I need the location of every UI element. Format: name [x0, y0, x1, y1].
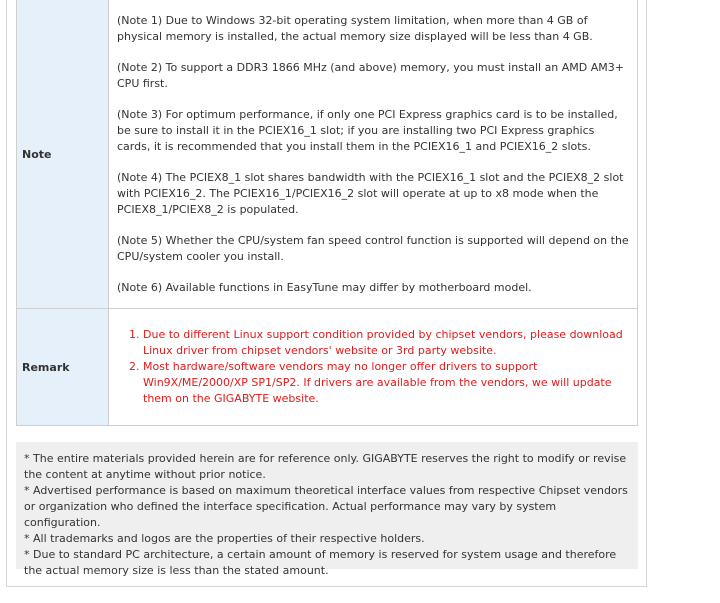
note-item-6: (Note 6) Available functions in EasyTune may differ by motherboard model. [117, 280, 532, 294]
note-item-5: (Note 5) Whether the CPU/system fan speed control function is supported will depend on the CPU/system cooler you install. [117, 233, 629, 263]
note-row [17, 0, 638, 309]
remark-row [17, 309, 638, 426]
note-item-4: (Note 4) The PCIEX8_1 slot shares bandwidth with the PCIEX16_1 slot and the PCIEX8_2 slot with PCIEX16_2. The PCIEX16_1/PCIEX16_2 slot will operate at up to x8 mode when the PCIEX8_1/PCIEX8_2 is populated. [117, 170, 624, 216]
note-item-1: (Note 1) Due to Windows 32-bit operating system limitation, when more than 4 GB of physical memory is installed, the actual memory size displayed will be less than 4 GB. [117, 13, 593, 43]
remark-label: Remark [17, 309, 109, 426]
remark-item-1: 1. Due to different Linux support condition provided by chipset vendors, please download Linux driver from chipset vendors' website or 3rd party website. [143, 327, 629, 359]
remark-item-2: 2. Most hardware/software vendors may no longer offer drivers to support Win9X/ME/2000/XP SP1/SP2. If drivers are available from the vendors, we will update them on the GIGABYTE website. [143, 359, 629, 407]
remark-list [117, 327, 629, 407]
disclaimer-line-3: * All trademarks and logos are the properties of their respective holders. [24, 532, 425, 545]
disclaimer-line-2: * Advertised performance is based on maximum theoretical interface values from respective Chipset vendors or organization who defined the interface specification. Actual performance may vary by system configuration. [24, 484, 628, 529]
disclaimer-line-1: * The entire materials provided herein are for reference only. GIGABYTE reserves the right to modify or revise the content at anytime without prior notice. [24, 452, 627, 481]
note-content [109, 0, 638, 309]
disclaimer-box [16, 442, 638, 577]
remark-content [109, 309, 638, 426]
disclaimer-line-4: * Due to standard PC architecture, a certain amount of memory is reserved for system usage and therefore the actual memory size is less than the stated amount. [24, 548, 617, 577]
spec-table [16, 0, 638, 426]
note-label: Note [17, 0, 109, 309]
note-item-2: (Note 2) To support a DDR3 1866 MHz (and above) memory, you must install an AMD AM3+ CPU first. [117, 60, 624, 90]
note-item-3: (Note 3) For optimum performance, if only one PCI Express graphics card is to be installed, be sure to install it in the PCIEX16_1 slot; if you are installing two PCI Express graphics cards, it is recommended that you install them in the PCIEX16_1 and PCIEX16_2 slots. [117, 107, 618, 153]
